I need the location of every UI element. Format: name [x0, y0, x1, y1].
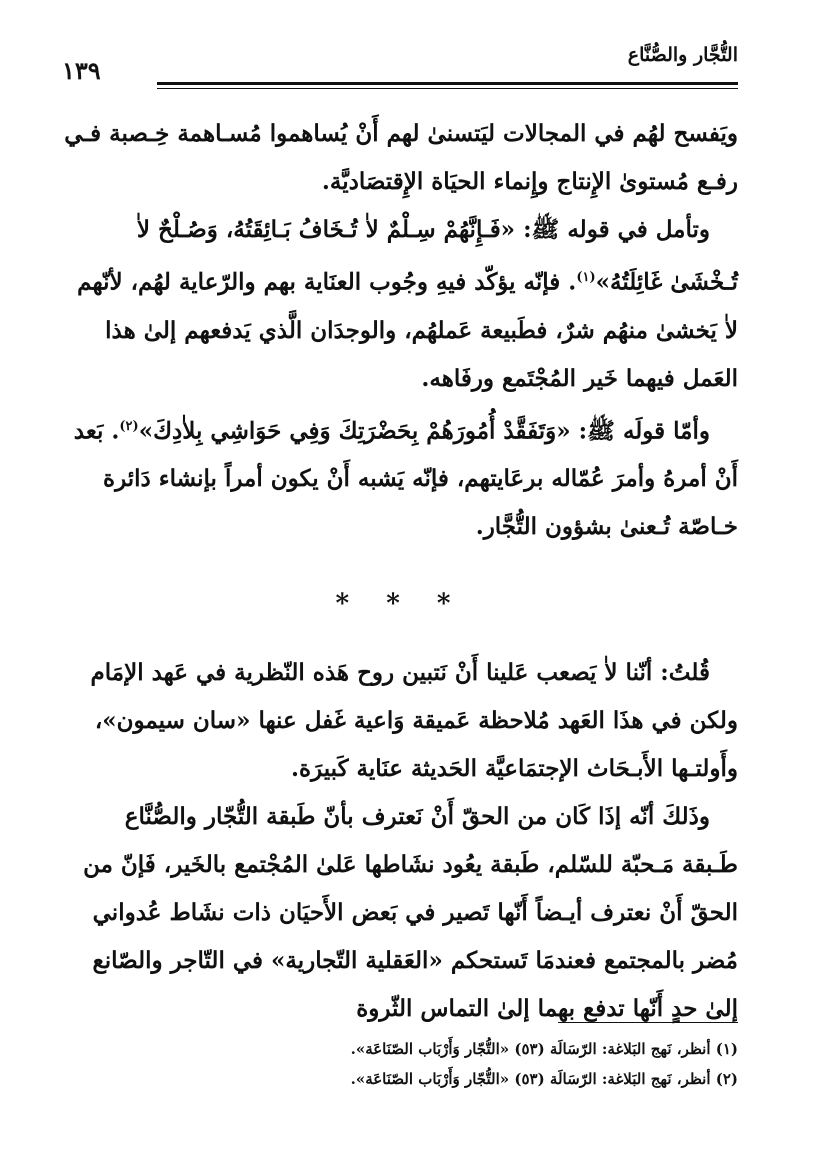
paragraph-3	[62, 403, 738, 552]
page-number: ١٣٩	[62, 56, 101, 85]
header-rule-thin	[157, 88, 738, 89]
paragraph-3-text: . بَعد أَنْ أمرهُ وأمرَ عُمّاله برعَايتهم، فإنّه يَشبه أَنْ يكون أمراً بإنشاء دَائرة خـاصّة تُـعنىٰ بشؤون التُّجَّار.	[73, 417, 738, 541]
section-divider-stars: * * *	[335, 589, 465, 620]
paragraph-3-quote: وأمّا قولَه ﷺ: «وَتَفَقَّدْ أُمُورَهُمْ بِحَضْرَتِكَ وَفِي حَوَاشِي بِلاٰدِكَ»	[138, 417, 710, 445]
running-title: التُّجَّار والصُّنَّاع	[627, 44, 738, 66]
footnote-separator	[558, 1022, 738, 1023]
paragraph-2-quote: وتأمل في قوله ﷺ: «فَـإِنَّهُمْ سِـلْمٌ لاٰ تُـخَافُ بَـائِقَتُهُ، وَصُـلْحٌ لاٰ تُـخْشَىٰ غَائِلَتُهُ»	[136, 216, 738, 296]
footnotes	[62, 1034, 738, 1094]
paragraph-2	[62, 206, 738, 403]
page-header	[62, 38, 738, 88]
paragraph-4: قُلتُ: أنّنا لاٰ يَصعب عَلينا أَنْ نَتبين روح هَذه النّظرية في عَهد الإمَام ولكن في هذَا العَهد مُلاحظة عَميقة وَاعية غَفل عنها «سان سيمون»، وأَولتـها الأَبـحَاث الإجتمَاعيَّة الحَديثة عنَاية كَبيرَة.	[90, 659, 738, 783]
paragraph-1: ويَفسح لهُم في المجالات ليَتسنىٰ لهم أَنْ يُساهموا مُسـاهمة خِـصبة فـي رفـع مُستوىٰ الإِنتاج وإِنماء الحيَاة الإِقتصَاديَّة.	[64, 120, 738, 195]
footnote-2: (٢) أنظر، نَهج البَلاغة: الرّسَالَة (٥٣) «التُّجّار وَأَرْبَاب الصّنَاعَة».	[350, 1070, 738, 1088]
footnote-ref-2[interactable]: (٢)	[119, 418, 139, 434]
footnote-1: (١) أنظر، نَهج البَلاغة: الرّسَالَة (٥٣) «التُّجّار وَأَرْبَاب الصّنَاعَة».	[350, 1040, 738, 1058]
header-rule-thick	[157, 82, 738, 85]
main-text	[62, 110, 738, 1033]
paragraph-2-text: . فإنّه يؤكّد فيهِ وجُوب العنَاية بهم والرّعاية لهُم، لأنّهم لاٰ يَخشىٰ منهُم شرٌ، فطَبيعة عَملهُم، والوجدَان الَّذي يَدفعهم إلىٰ هذا العَمل فيهما خَير المُجْتَمع ورفَاهه.	[77, 268, 738, 392]
footnote-ref-1[interactable]: (١)	[576, 270, 596, 285]
paragraph-5: وذَلكَ أنّه إذَا كَان من الحقّ أَنْ نَعترف بأنّ طَبقة التُّجّار والصُّنَّاع طَـبقة مَـحبّة للسّلم، طَبقة يعُود نشَاطها عَلىٰ المُجْتمع بالخَير، فَإنّ من الحقّ أَنْ نعترف أيـضاً أَنّها تَصير في بَعض الأَحيَان ذات نشَاط عُدواني مُضر بالمجتمع فعندمَا تَستحكم «العَقلية التّجارية» في التّاجر والصّانع إلىٰ حدٍ أَنّها تدفع بهما إلىٰ التماس الثّروة	[83, 803, 738, 1023]
